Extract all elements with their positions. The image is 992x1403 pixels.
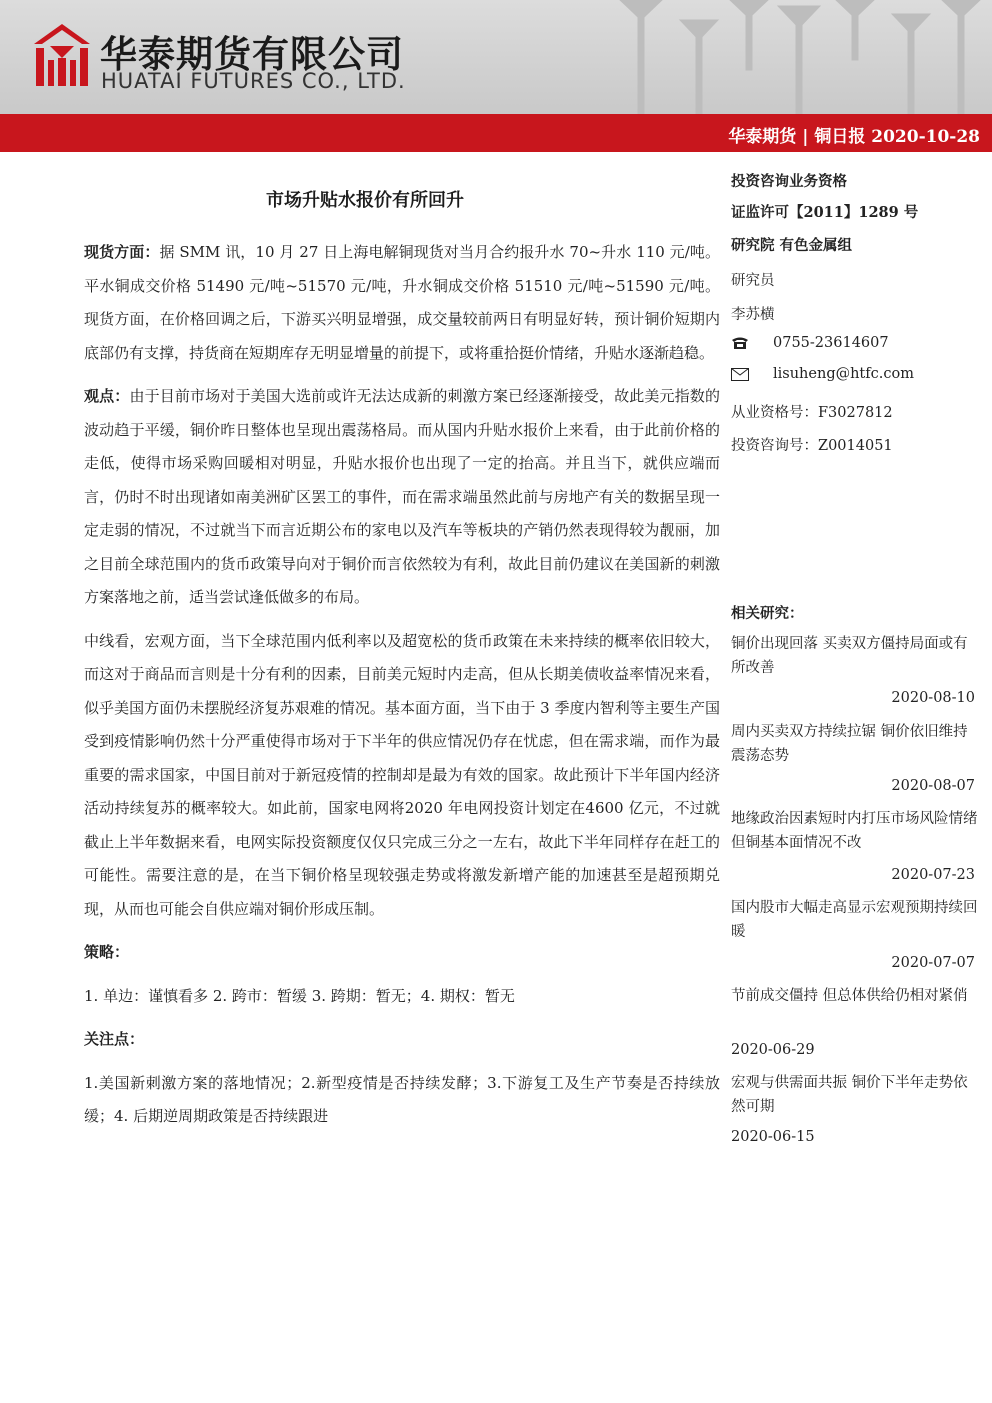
report-line: 华泰期货 | 铜日报 2020-10-28 bbox=[728, 127, 980, 147]
article-title: 市场升贴水报价有所回升 bbox=[266, 190, 464, 211]
cert-number: 从业资格号：F3027812 bbox=[731, 405, 893, 421]
view-label: 观点： bbox=[84, 387, 130, 405]
midterm-paragraph: 中线看，宏观方面，当下全球范围内低利率以及超宽松的货币政策在未来持续的概率依旧较大，而这对于商品而言则是十分有利的因素，目前美元短时内走高，但从长期美债收益率情况来看，似乎美国方面仍未摆脱经济复苏艰难的情况。基本面方面，当下由于 3 季度内智利等主要生产国受到疫情影响仍然十分严重使得市场对于下半年的供应情况仍存在忧虑，但在需求端，而作为最重要的需求国家，中国目前对于新冠疫情的控制却是最为有效的国家。故此预计下半年国内经济活动持续复苏的概率较大。如此前，国家电网将2020 年电网投资计划定在4600 亿元，不过就截止上半年数据来看，电网实际投资额度仅仅只完成三分之一左右，故此下半年同样存在赶工的可能性。需要注意的是，在当下铜价格呈现较强走势或将激发新增产能的加速甚至是超预期兑现，从而也可能会自供应端对铜价形成压制。 bbox=[84, 631, 720, 918]
related-item-title[interactable]: 宏观与供需面共振 铜价下半年走势依然可期 bbox=[731, 1075, 968, 1115]
related-item-title[interactable]: 地缘政治因素短时内打压市场风险情绪 但铜基本面情况不改 bbox=[731, 811, 978, 851]
consult-number: 投资咨询号：Z0014051 bbox=[731, 438, 893, 454]
focus-text: 1.美国新刺激方案的落地情况；2.新型疫情是否持续发酵；3.下游复工及生产节奏是否持续放缓；4. 后期逆周期政策是否持续跟进 bbox=[84, 1073, 720, 1125]
email-row bbox=[731, 366, 914, 382]
view-text: 由于目前市场对于美国大选前或许无法达成新的刺激方案已经逐渐接受，故此美元指数的波动趋于平缓，铜价昨日整体也呈现出震荡格局。而从国内升贴水报价上来看，由于此前价格的走低，使得市场采购回暖相对明显，升贴水报价也出现了一定的抬高。并且当下，就供应端而言，仍时不时出现诸如南美洲矿区罢工的事件，而在需求端虽然此前与房地产有关的数据呈现一定走弱的情况，不过就当下而言近期公布的家电以及汽车等板块的产销仍然表现得较为靓丽，加之目前全球范围内的货币政策导向对于铜价而言依然较为有利，故此目前仍建议在美国新的刺激方案落地之前，适当尝试逢低做多的布局。 bbox=[84, 387, 720, 606]
related-item-title[interactable]: 铜价出现回落 买卖双方僵持局面或有所改善 bbox=[731, 636, 968, 676]
huatai-logo-icon bbox=[34, 24, 90, 86]
phone-number: 0755-23614607 bbox=[773, 335, 889, 351]
phone-icon bbox=[731, 336, 749, 350]
related-item[interactable] bbox=[731, 984, 981, 1008]
strategy-heading: 策略： bbox=[84, 943, 130, 961]
header-band bbox=[0, 0, 992, 114]
related-item-date: 2020-06-29 bbox=[731, 1042, 815, 1058]
company-name-cn: 华泰期货有限公司 bbox=[100, 33, 404, 76]
related-item-title[interactable]: 周内买卖双方持续拉锯 铜价依旧维持震荡态势 bbox=[731, 724, 968, 764]
role: 研究员 bbox=[731, 273, 775, 289]
related-item-date: 2020-08-10 bbox=[891, 690, 975, 706]
analyst-name: 李苏横 bbox=[731, 307, 775, 323]
institute: 研究院 有色金属组 bbox=[731, 237, 853, 254]
spot-label: 现货方面： bbox=[84, 243, 160, 261]
qualification: 投资咨询业务资格 bbox=[731, 173, 847, 190]
email-icon bbox=[731, 368, 749, 381]
view-paragraph bbox=[84, 380, 720, 615]
phone-row bbox=[731, 335, 889, 351]
related-item-date: 2020-07-23 bbox=[891, 867, 975, 883]
report-bar bbox=[0, 114, 992, 152]
related-item[interactable] bbox=[731, 807, 981, 855]
license-number: 证监许可【2011】1289 号 bbox=[731, 204, 919, 221]
related-item-title[interactable]: 节前成交僵持 但总体供给仍相对紧俏 bbox=[731, 988, 968, 1004]
related-item[interactable] bbox=[731, 1071, 981, 1119]
related-item[interactable] bbox=[731, 632, 981, 680]
focus-heading: 关注点： bbox=[84, 1030, 145, 1048]
related-item-date: 2020-06-15 bbox=[731, 1129, 815, 1145]
related-item-date: 2020-08-07 bbox=[891, 778, 975, 794]
spot-paragraph bbox=[84, 236, 720, 370]
main-content bbox=[84, 236, 720, 1134]
related-item[interactable] bbox=[731, 896, 981, 944]
strategy-text: 1. 单边：谨慎看多 2. 跨市：暂缓 3. 跨期：暂无；4. 期权：暂无 bbox=[84, 986, 515, 1005]
related-research-title: 相关研究： bbox=[731, 605, 804, 622]
related-item-title[interactable]: 国内股市大幅走高显示宏观预期持续回暖 bbox=[731, 900, 978, 940]
related-item-date: 2020-07-07 bbox=[891, 955, 975, 971]
company-name-en: HUATAI FUTURES CO., LTD. bbox=[101, 69, 406, 93]
header-decoration bbox=[600, 0, 992, 114]
related-item[interactable] bbox=[731, 720, 981, 768]
spot-text: 据 SMM 讯，10 月 27 日上海电解铜现货对当月合约报升水 70~升水 110 元/吨。平水铜成交价格 51490 元/吨~51570 元/吨，升水铜成交价格 51510 元/吨~51590 元/吨。现货方面，在价格回调之后，下游买兴明显增强，成交量较前两日有明显好转，预计铜价短期内底部仍有支撑，持货商在短期库存无明显增量的前提下，或将重拾挺价情绪，升贴水逐渐趋稳。 bbox=[84, 243, 720, 362]
email-address[interactable]: lisuheng@htfc.com bbox=[773, 366, 914, 382]
